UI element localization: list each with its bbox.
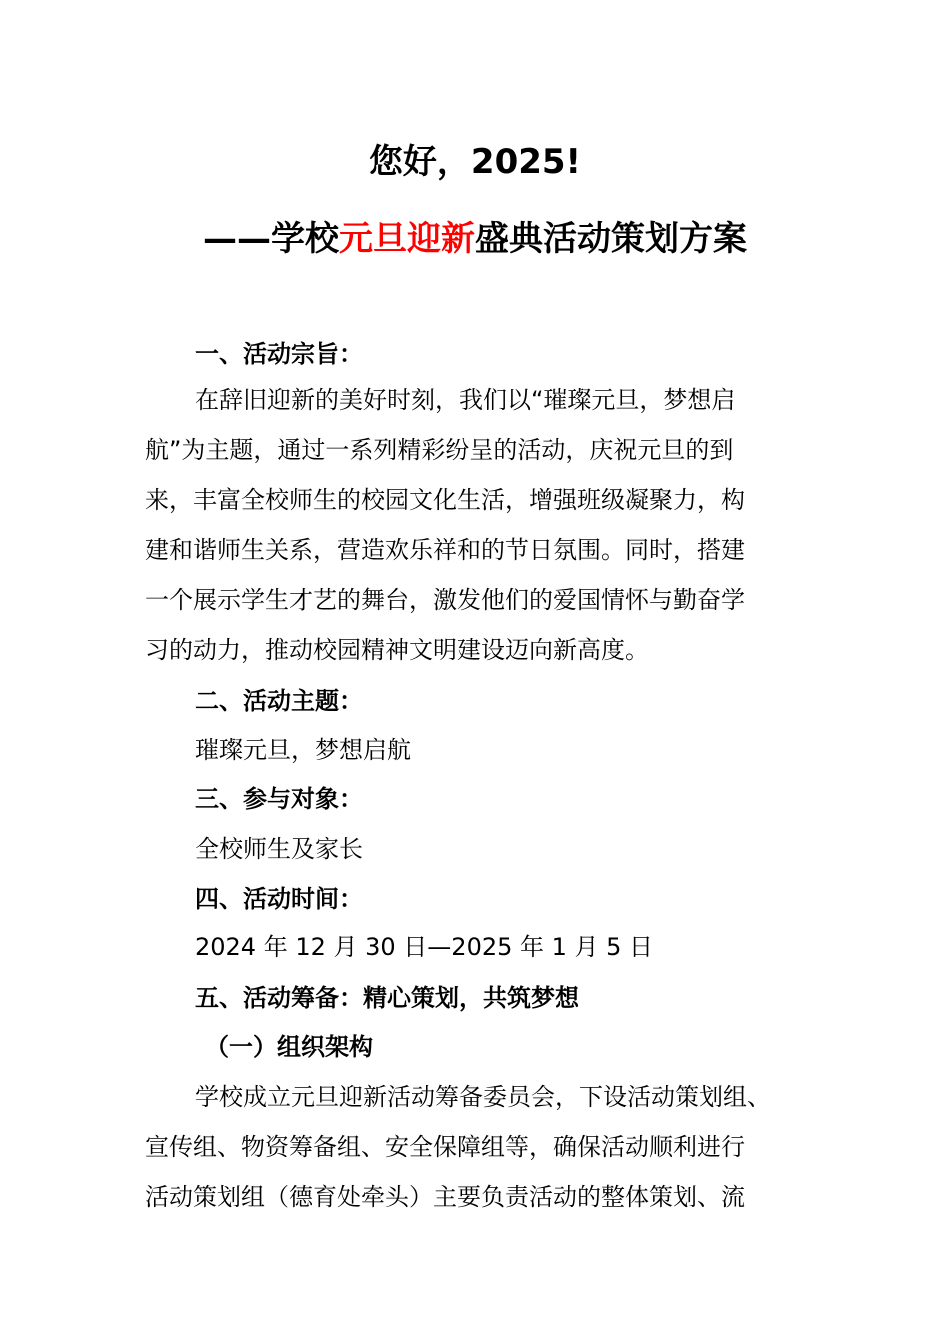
section-heading-purpose: 一、活动宗旨： (195, 340, 363, 368)
subtitle-highlight: 元旦迎新 (339, 219, 475, 259)
paragraph-line: 来，丰富全校师生的校园文化生活，增强班级凝聚力，构 (145, 486, 745, 514)
subtitle-suffix: 盛典活动策划方案 (475, 219, 747, 259)
section-heading-preparation: 五、活动筹备：精心策划，共筑梦想 (195, 984, 579, 1012)
participants-text: 全校师生及家长 (195, 835, 363, 863)
subtitle-prefix: ——学校 (203, 219, 339, 259)
page-title: 您好，2025! (368, 142, 582, 182)
paragraph-line: 建和谐师生关系，营造欢乐祥和的节日氛围。同时，搭建 (145, 536, 745, 564)
paragraph-line: 宣传组、物资筹备组、安全保障组等，确保活动顺利进行 (145, 1133, 745, 1161)
subsection-heading-organization: （一）组织架构 (205, 1033, 373, 1061)
paragraph-line: 在辞旧迎新的美好时刻，我们以“璀璨元旦，梦想启 (195, 386, 736, 414)
paragraph-line: 航”为主题，通过一系列精彩纷呈的活动，庆祝元旦的到 (145, 436, 734, 464)
time-text: 2024 年 12 月 30 日—2025 年 1 月 5 日 (195, 933, 654, 961)
page-subtitle (0, 219, 950, 259)
section-heading-theme: 二、活动主题： (195, 687, 363, 715)
section-heading-time: 四、活动时间： (195, 885, 363, 913)
paragraph-line: 一个展示学生才艺的舞台，激发他们的爱国情怀与勤奋学 (145, 586, 745, 614)
theme-text: 璀璨元旦，梦想启航 (195, 736, 411, 764)
paragraph-line: 学校成立元旦迎新活动筹备委员会，下设活动策划组、 (195, 1083, 771, 1111)
paragraph-line: 活动策划组（德育处牵头）主要负责活动的整体策划、流 (145, 1183, 745, 1211)
section-heading-participants: 三、参与对象： (195, 785, 363, 813)
paragraph-line: 习的动力，推动校园精神文明建设迈向新高度。 (145, 636, 649, 664)
